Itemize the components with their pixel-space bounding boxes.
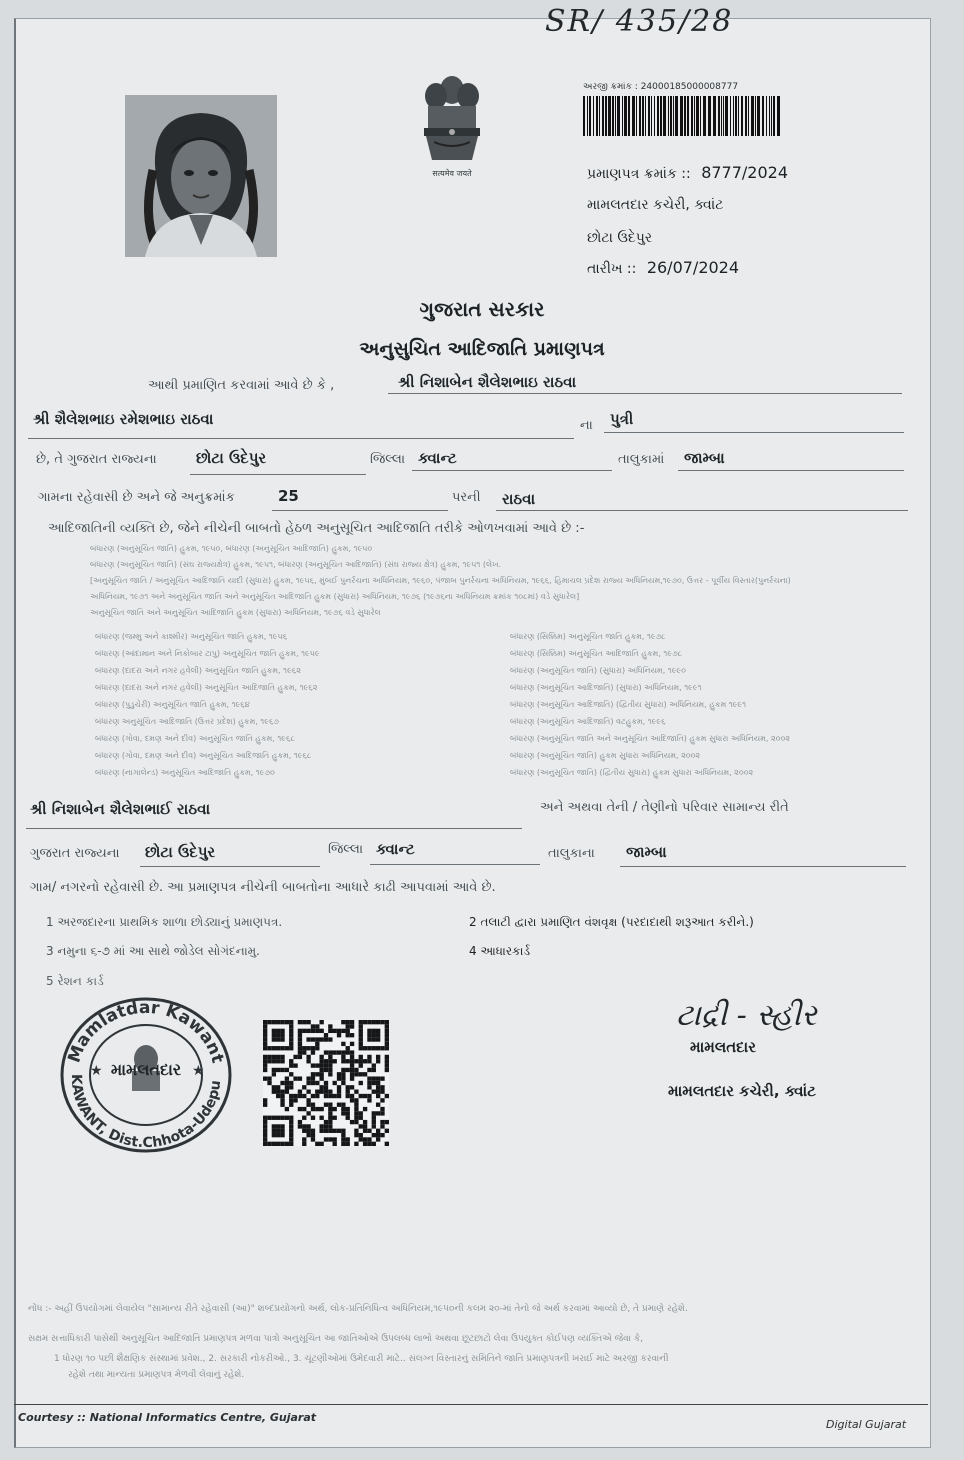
orders-lines [90, 544, 890, 624]
government-title: ગુજરાત સરકાર [419, 297, 545, 321]
issuing-district: છોટા ઉદેપુર [587, 230, 653, 246]
order-item: બંધારણ (આંદામાન અને નિકોબાર ટાપુ) અનુસૂચિત જાતિ હુકમ, ૧૯૫૯ [95, 649, 320, 658]
holder-name-2: શ્રી નિશાબેન શૈલેશભાઈ રાઠવા [30, 800, 211, 818]
basis-text: ગામ/ નગરનો રહેવાસી છે. આ પ્રમાણપત્ર નીચેની બાબતોના આધારે કાઢી આપવામાં આવે છે. [30, 880, 496, 895]
issue-date-row [587, 258, 739, 277]
stamp-bottom-text: KAWANT, Dist.Chhota-Udepu [67, 1073, 225, 1152]
order-line: બંધારણ (અનુસૂચિત જાતિ) (સંઘ રાજ્યક્ષેત્ર) હુકમ, ૧૯૫૧, બંધારણ (અનુસૂચિત આદિજાતિ) (સંઘ રાજ્ય ક્ષેત્ર) હુકમ, ૧૯૫૧ (લેખ. [90, 560, 502, 569]
taluka-value-2: ક્વાન્ટ [376, 840, 415, 858]
signatory-title: મામલતદાર [690, 1038, 756, 1056]
document-item: 1 અરજદારના પ્રાથમિક શાળા છોડ્યાનું પ્રમાણપત્ર. [46, 915, 283, 929]
na-text: ના [580, 418, 593, 433]
order-line: બંધારણ (અનુસૂચિત જાતિ) હુકમ, ૧૯૫૦, બંધારણ (અનુસૂચિત આદિજાતિ) હુકમ, ૧૯૫૦ [90, 544, 373, 553]
official-stamp [56, 995, 236, 1155]
order-item: બંધારણ (અનુસૂચિત આદિજાતિ) (સુધારા) અધિનિયમ, ૧૯૯૧ [510, 683, 702, 692]
footer-courtesy: Courtesy :: National Informatics Centre, Gujarat [18, 1411, 317, 1424]
parni-text: પરની [452, 490, 481, 505]
orders-left-column [95, 632, 495, 785]
barcode-label: અરજી ક્રમાંક : 24000185000008777 [583, 82, 739, 92]
serial-number: 25 [278, 487, 299, 505]
applicant-photo [125, 95, 277, 257]
issue-date: 26/07/2024 [646, 258, 740, 277]
tribe-text: આદિજાતિની વ્યક્તિ છે, જેને નીચેની બાબતો હેઠળ અનુસૂચિત આદિજાતિ તરીકે ઓળખવામાં આવે છે :- [48, 521, 585, 536]
notes [28, 1304, 908, 1386]
lion-capital-icon [412, 70, 492, 162]
cert-number: 8777/2024 [701, 163, 789, 182]
issue-date-label: તારીખ :: [587, 261, 637, 277]
order-item: બંધારણ (સિક્કિમ) અનુસૂચિત જાતિ હુકમ, ૧૯૭૮ [510, 632, 666, 641]
family-text: અને અથવા તેની / તેણીનો પરિવાર સામાન્ય રીતે [540, 800, 789, 815]
district-value: છોટા ઉદેપુર [196, 449, 267, 467]
holder-name: શ્રી નિશાબેન શૈલેશભાઇ રાઠવા [398, 373, 577, 391]
order-item: બંધારણ (પુડુચેરી) અનુસૂચિત જાતિ હુકમ, ૧૯૬૪ [95, 700, 250, 709]
state-label-2: ગુજરાત રાજ્યના [30, 846, 120, 861]
emblem-motto: सत्यमेव जयते [432, 169, 472, 178]
issuing-office: મામલતદાર કચેરી, ક્વાંટ [587, 197, 724, 213]
certificate-title: અનુસુચિત આદિજાતિ પ્રમાણપત્ર [359, 338, 605, 360]
barcode [583, 96, 783, 136]
order-item: બંધારણ (જમ્મુ અને કાશ્મીર) અનુસૂચિત જાતિ હુકમ, ૧૯૫૬ [95, 632, 288, 641]
document-item: 3 નમુના ૬-૭ માં આ સાથે જોડેલ સોગંદનામુ. [46, 944, 260, 958]
signature-scribble: ટાદ્રી - સ્હીર [676, 998, 817, 1033]
state-emblem [412, 70, 492, 180]
order-item: બંધારણ (દાદરા અને નગર હવેલી) અનુસૂચિત જાતિ હુકમ, ૧૯૬૨ [95, 666, 301, 675]
order-line: અધિનિયમ, ૧૯૭૧ અને અનુસૂચિત જાતિ અને અનુસૂચિત આદિજાતિ હુકમ (સુધારા) અધિનિયમ, ૧૯૭૬ (૧૯૭૬ના અધિનિયમ ક્રમાંક ૧૦૮માં) વડે સુધારેલ] [90, 592, 580, 601]
order-item: બંધારણ (ગોવા, દમણ અને દીવ) અનુસૂચિત જાતિ હુકમ, ૧૯૬૮ [95, 734, 295, 743]
relation: પુત્રી [610, 410, 634, 428]
village-value-2: જામ્બા [626, 843, 667, 861]
village-value: જામ્બા [684, 449, 725, 467]
father-name: શ્રી શૈલેશભાઇ રમેશભાઇ રાઠવા [33, 410, 214, 428]
note-line: સક્ષમ સત્તાધિકારી પાસેથી અનુસૂચિત આદિજાતિ પ્રમાણપત્ર મળવા પાત્રો અનુસૂચિત આ જાતિઓએ ઉપલબ્ધ લાભો અથવા છૂટછાટો લેવા ઉપયુક્ત કોઈપણ વ્યક્તિએ જેવા કે, [28, 1334, 644, 1344]
cert-number-row [587, 163, 788, 182]
district-label-2: જિલ્લા [328, 842, 364, 857]
order-item: બંધારણ (અનુસૂચિત આદિજાતિ) વટહુકમ, ૧૯૯૬ [510, 717, 666, 726]
orders-right-column [510, 632, 910, 785]
order-item: બંધારણ (નાગાલેન્ડ) અનુસૂચિત આદિજાતિ હુકમ, ૧૯૭૦ [95, 768, 275, 777]
cert-number-label: પ્રમાણપત્ર ક્રમાંક :: [587, 166, 691, 182]
document-item: 5 રેશન કાર્ડ [46, 974, 104, 988]
order-line: અનુસૂચિત જાતિ અને અનુસૂચિત આદિજાતિ હુકમ (સુધારા) અધિનિયમ, ૧૯૭૬ વડે સુધારેલ [90, 608, 381, 617]
stamp-center-text: મામલતદાર [110, 1060, 182, 1079]
stamp-top-text: Mamlatdar Kawant [64, 997, 228, 1066]
qr-code [263, 1020, 389, 1146]
district-value-2: છોટા ઉદેપુર [145, 843, 216, 861]
document-item: 4 આધારકાર્ડ [469, 944, 531, 958]
handwritten-reference: SR/ 435/28 [545, 4, 734, 39]
taluka-label: તાલુકામાં [618, 452, 665, 467]
district-label: જિલ્લા [370, 452, 406, 467]
note-line: 1 ધોરણ ૧૦ પછી શૈક્ષણિક સંસ્થામાં પ્રવેશ., 2. સરકારી નોકરીઓ., 3. ચૂંટણીઓમાં ઉમેદવારી માટે.. સંલગ્ન વિસ્તારનું સમિતિને જાતિ પ્રમાણપત્રની ખરાઈ માટે અરજી કરવાની [54, 1354, 669, 1364]
order-item: બંધારણ (અનુસૂચિત જાતિ) હુકમ સુધારા અધિનિયમ, ૨૦૦૨ [510, 751, 701, 760]
signatory-office: મામલતદાર કચેરી, ક્વાંટ [668, 1082, 816, 1100]
note-line: નોંધ :- અહીં ઉપયોગમાં લેવાયેલ "સામાન્ય રીતે રહેવાસી (આ)" શબ્દપ્રયોગનો અર્થ, લોક-પ્રતિનિધિત્વ અધિનિયમ,૧૯૫૦ની કલમ ૨૦-માં તેનો જે અર્થ કરવામાં આવ્યો છે, તે પ્રમાણે રહેશે. [28, 1304, 688, 1314]
order-item: બંધારણ (અનુસૂચિત જાતિ) (સુધારા) અધિનિયમ, ૧૯૯૦ [510, 666, 686, 675]
order-item: બંધારણ અનુસૂચિત આદિજાતિ (ઉત્તર પ્રદેશ) હુકમ, ૧૯૬૭ [95, 717, 279, 726]
order-item: બંધારણ (અનુસૂચિત જાતિ) (દ્વિતીય સુધારા) હુકમ સુધારા અધિનિયમ, ૨૦૦૨ [510, 768, 754, 777]
tribe-value: રાઠવા [502, 490, 536, 508]
order-line: [અનુસૂચિત જાતિ / અનુસૂચિત આદિજાતિ યાદી (સુધારા) હુકમ, ૧૯૫૬, મુંબઈ પુનર્રચના અધિનિયમ, ૧૯૬૦, પંજાબ પુનર્રચના અધિનિયમ, ૧૯૬૬, હિમાચલ પ્રદેશ રાજ્ય અધિનિયમ,૧૯૭૦, ઉત્તર - પૂર્વીય વિસ્તાર(પુનર્રચના) [90, 576, 791, 585]
order-item: બંધારણ (દાદરા અને નગર હવેલી) અનુસૂચિત આદિજાતિ હુકમ, ૧૯૬૨ [95, 683, 318, 692]
note-line: રહેશે તથા માન્યતા પ્રમાણપત્ર મેળવી લેવાનું રહેશે. [68, 1370, 245, 1380]
svg-text:★: ★ [192, 1063, 205, 1079]
footer-brand: Digital Gujarat [826, 1418, 907, 1431]
order-item: બંધારણ (અનુસૂચિત જાતિ અને અનુસૂચિત આદિજાતિ) હુકમ સુધારા અધિનિયમ, ૨૦૦૨ [510, 734, 790, 743]
svg-text:★: ★ [90, 1063, 103, 1079]
document-item: 2 તલાટી દ્વારા પ્રમાણિત વંશવૃક્ષ (પરદાદાથી શરૂઆત કરીને.) [469, 915, 754, 929]
order-item: બંધારણ (અનુસૂચિત આદિજાતિ) (દ્વિતીય સુધારા) અધિનિયમ, હુકમ ૧૯૯૧ [510, 700, 747, 709]
resident-text: ગામના રહેવાસી છે અને જે અનુક્રમાંક [38, 490, 235, 505]
order-item: બંધારણ (સિક્કિમ) અનુસૂચિત આદિજાતિ હુકમ, ૧૯૭૮ [510, 649, 683, 658]
taluka-value: ક્વાન્ટ [418, 449, 457, 467]
state-prefix: છે, તે ગુજરાત રાજ્યના [36, 452, 157, 467]
certify-text: આથી પ્રમાણિત કરવામાં આવે છે કે , [148, 378, 335, 393]
order-item: બંધારણ (ગોવા, દમણ અને દીવ) અનુસૂચિત આદિજાતિ હુકમ, ૧૯૬૮ [95, 751, 312, 760]
taluka-label-2: તાલુકાના [548, 846, 595, 861]
